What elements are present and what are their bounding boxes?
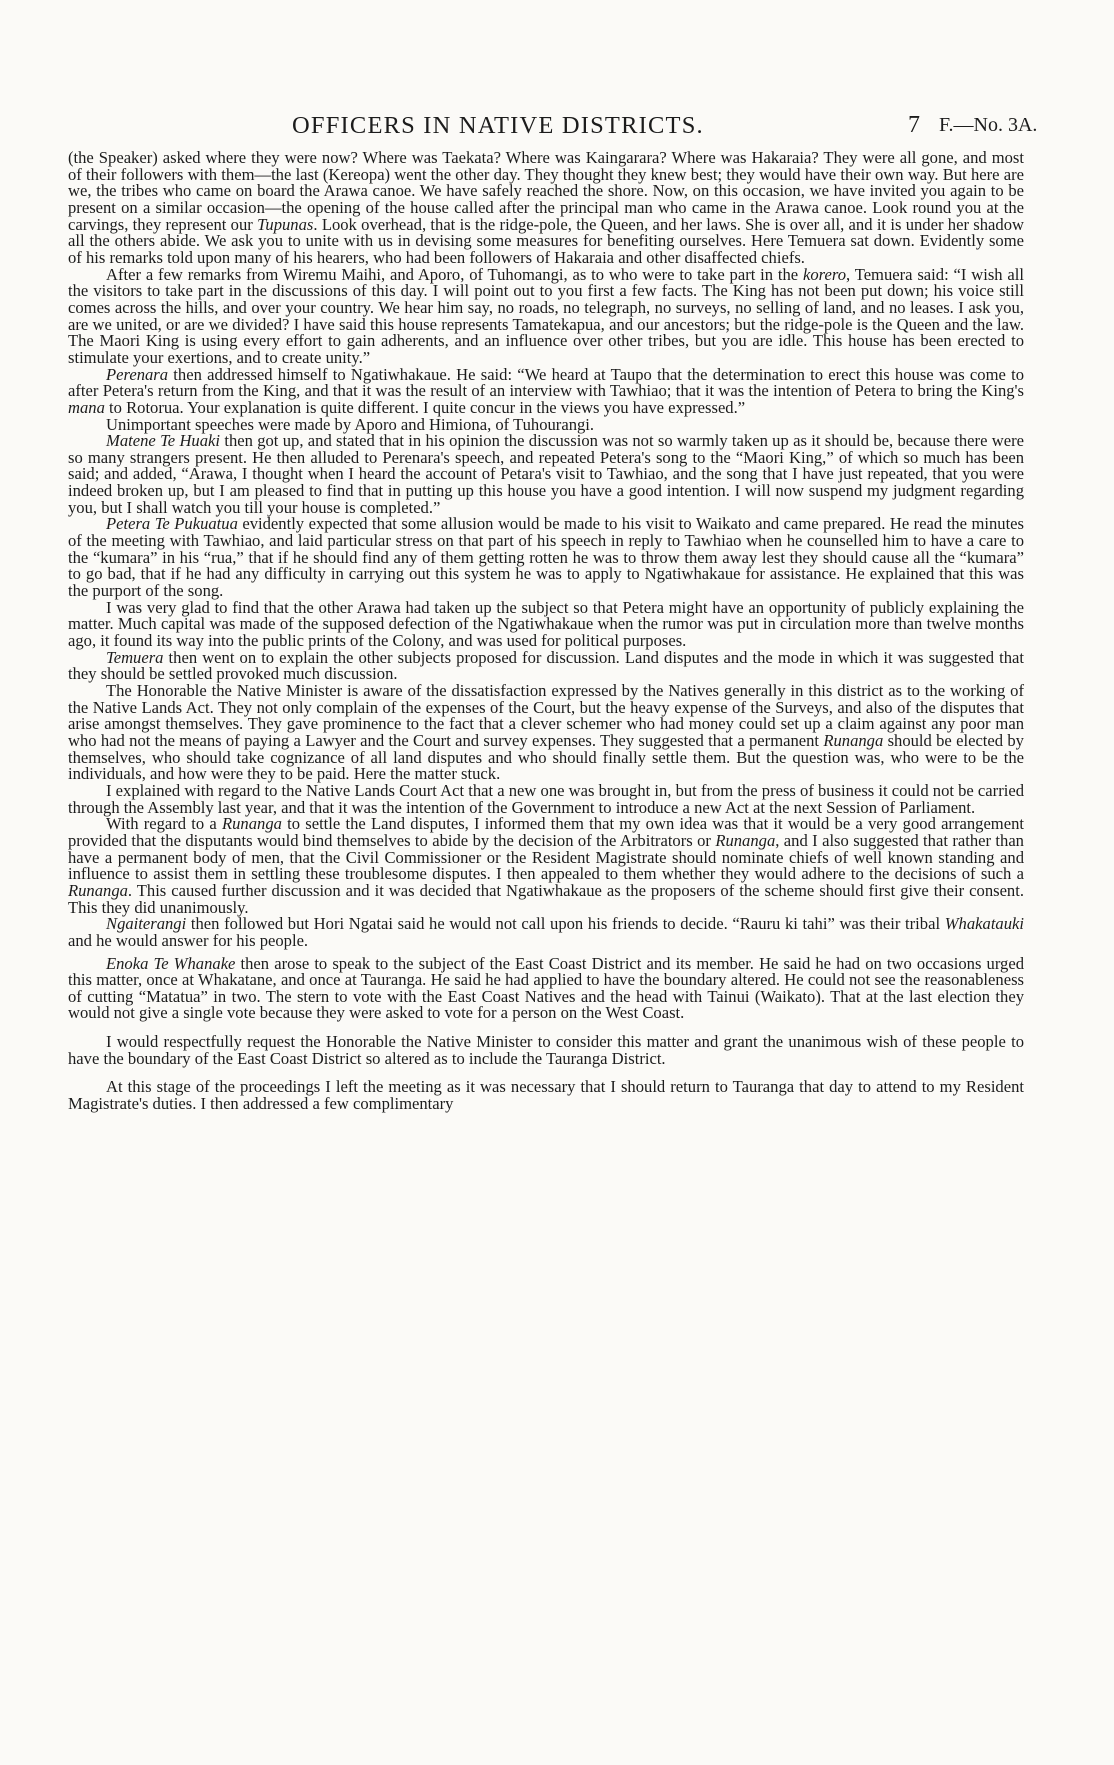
italic-term: Whakatauki	[944, 914, 1024, 934]
italic-term: Tupunas	[257, 214, 314, 234]
paragraph	[68, 1034, 1024, 1067]
text-run: I would respectfully request the Honorable the Native Minister to consider this matter and grant the unanimous wish of these people to have the boundary of the East Coast District so altered as to include the Tauranga District.	[68, 1032, 1024, 1068]
text-run: . This caused further discussion and it was decided that Ngatiwhakaue as the proposers of the scheme should first give their consent. This they did unanimously.	[68, 880, 1024, 917]
paragraph	[68, 150, 1024, 267]
paragraph	[68, 516, 1024, 599]
text-run: Unimportant speeches were made by Aporo and Himiona, of Tuhourangi.	[106, 414, 595, 434]
text-run: should be elected by themselves, who should take cognizance of all land disputes and who should finally settle them. But the question was, who were to be the individuals, and how were they to be paid. Here the matter stuck.	[68, 730, 1024, 784]
italic-term: Perenara	[106, 364, 169, 384]
paragraph	[68, 597, 1024, 651]
text-run: After a few remarks from Wiremu Maihi, and Aporo, of Tuhomangi, as to who were to take part in the	[106, 264, 804, 284]
page-header	[0, 112, 1114, 146]
italic-term: Runanga	[222, 814, 282, 834]
paragraph	[68, 916, 1024, 949]
paragraph	[68, 683, 1024, 783]
italic-term: Petera Te Pukuatua	[106, 514, 238, 534]
italic-term: Ngaiterangi	[106, 914, 187, 934]
text-run: evidently expected that some allusion would be made to his visit to Waikato and came prepared. He read the minutes of the meeting with Tawhiao, and laid particular stress on that part of his speech in reply to Tawhiao when he counselled him to have a care to the “kumara” in his “rua,” that if he should find any of them getting rotten he was to throw them away lest they should cause all the “kumara” to go bad, that if he had any difficulty in carrying out this system he was to apply to Ngatiwhakaue for assistance. He explained that this was the purport of the song.	[68, 514, 1024, 601]
paragraph	[68, 364, 1024, 417]
text-run: The Honorable the Native Minister is aware of the dissatisfaction expressed by the Natives generally in this district as to the working of the Native Lands Act. They not only complain of the expenses of the Court, but the heavy expense of the Surveys, and also of the disputes that arise amongst themselves. They gave prominence to the fact that a clever schemer who had money could set up a claim against any poor man who had not the means of paying a Lawyer and the Court and survey expenses. They suggested that a permanent	[68, 681, 1024, 750]
text-run: then addressed himself to Ngatiwhakaue. He said: “We heard at Taupo that the determination to erect this house was come to after Petera's return from the King, and that it was the result of an interview with Tawhiao; that it was the intention of Petera to bring the King's	[68, 364, 1024, 401]
page-number: 7	[908, 112, 920, 138]
text-run: At this stage of the proceedings I left the meeting as it was necessary that I should return to Tauranga that day to attend to my Resident Magistrate's duties. I then addressed a few complimentary	[68, 1077, 1024, 1114]
text-run: , and I also suggested that rather than have a permanent body of men, that the Civil Commissioner or the Resident Magistrate should nominate chiefs of well known standing and influence to assist them in settling these troublesome disputes. I then appealed to them whether they would adhere to the decisions of such a	[68, 830, 1024, 884]
text-run: (the Speaker) asked where they were now? Where was Taekata? Where was Kaingarara? Where was Hakaraia? They were all gone, and most of their followers with them—the last (Kereopa) went the other day. They thought they knew best; they would have their own way. But here are we, the tribes who came on board the Arawa canoe. We have safely reached the shore. Now, on this occasion, we have invited you again to be present on a similar occasion—the opening of the house called after the principal man who came in the Arawa canoe. Look round you at the carvings, they represent our	[68, 148, 1024, 234]
text-run: , Temuera said: “I wish all the visitors to take part in the discussions of this day. I will point out to you first a few facts. The King has not been put down; his voice still comes across the hills, and over your country. We hear him say, no roads, no telegraph, no surveys, no selling of land, and no leases. I ask you, are we united, or are we divided? I have said this house represents Tamatekapua, and our ancestors; but the ridge-pole is the Queen and the law. The Maori King is using every effort to gain adherents, and an influence over other tribes, but you are idle. This house has been erected to stimulate your exertions, and to create unity.”	[68, 264, 1025, 367]
paragraph	[68, 264, 1025, 367]
paragraph	[68, 433, 1024, 516]
italic-term: Runanga	[68, 880, 128, 900]
text-run: then arose to speak to the subject of the East Coast District and its member. He said he had on two occasions urged this matter, once at Whakatane, and once at Tauranga. He said he had applied to have the boundary altered. He could not see the reasonableness of cutting “Matatua” in two. The stern to vote with the East Coast Natives and the head with Tainui (Waikato). That at the last election they would not give a single vote because they were asked to vote for a person on the West Coast.	[68, 953, 1024, 1023]
italic-term: Matene Te Huaki	[106, 431, 221, 451]
text-run: . Look overhead, that is the ridge-pole, the Queen, and her laws. She is over all, and it is under her shadow all the others abide. We ask you to unite with us in devising some measures for benefiting ourselves. Here Temuera sat down. Evidently some of his remarks told upon many of his hearers, who had been followers of Hakaraia and other disaffected chiefs.	[68, 214, 1024, 267]
italic-term: korero	[803, 264, 847, 284]
italic-term: Runanga	[715, 830, 776, 850]
text-run: then got up, and stated that in his opinion the discussion was not so warmly taken up as it should be, because there were so many strangers present. He then alluded to Perenara's speech, and repeated Petera's song to the “Maori King,” of which so much has been said; and added, “Arawa, I thought when I heard the account of Petara's visit to Tawhiao, and the song that I have just repeated, that you were indeed broken up, but I am pleased to find that in putting up this house you have a good intention. I will now suspend my judgment regarding you, but I shall watch you till your house is completed.”	[68, 431, 1024, 517]
text-run: and he would answer for his people.	[68, 930, 309, 950]
paragraph	[68, 780, 1024, 817]
text-run: I was very glad to find that the other Arawa had taken up the subject so that Petera might have an opportunity of publicly explaining the matter. Much capital was made of the supposed defection of the Ngatiwhakaue when the rumor was put in circulation more than twelve months ago, it found its way into the public prints of the Colony, and was used for political purposes.	[68, 597, 1024, 651]
text-run: to settle the Land disputes, I informed them that my own idea was that it would be a very good arrangement provided that the disputants would bind themselves to abide by the decision of the Arbitrators or	[68, 814, 1024, 850]
paragraph	[68, 1079, 1024, 1112]
document-reference: F.—No. 3A.	[939, 114, 1038, 136]
italic-term: Enoka Te Whanake	[106, 953, 236, 973]
text-run: to Rotorua. Your explanation is quite different. I quite concur in the views you have expressed.”	[104, 397, 746, 417]
text-run: I explained with regard to the Native Lands Court Act that a new one was brought in, but from the press of business it could not be carried through the Assembly last year, and that it was the intention of the Government to introduce a new Act at the next Session of Parliament.	[68, 780, 1024, 817]
paragraph	[68, 647, 1024, 684]
paragraph	[68, 816, 1024, 916]
italic-term: mana	[68, 397, 105, 417]
paragraph	[68, 953, 1024, 1023]
text-run: then followed but Hori Ngatai said he would not call upon his friends to decide. “Rauru ki tahi” was their tribal	[186, 914, 945, 934]
page-title: OFFICERS IN NATIVE DISTRICTS.	[292, 112, 704, 139]
text-run: then went on to explain the other subjects proposed for discussion. Land disputes and the mode in which it was suggested that they should be settled provoked much discussion.	[68, 647, 1024, 684]
text-run: With regard to a	[106, 814, 222, 834]
body-text	[68, 150, 1024, 1113]
italic-term: Temuera	[106, 647, 164, 667]
italic-term: Runanga	[823, 730, 884, 750]
